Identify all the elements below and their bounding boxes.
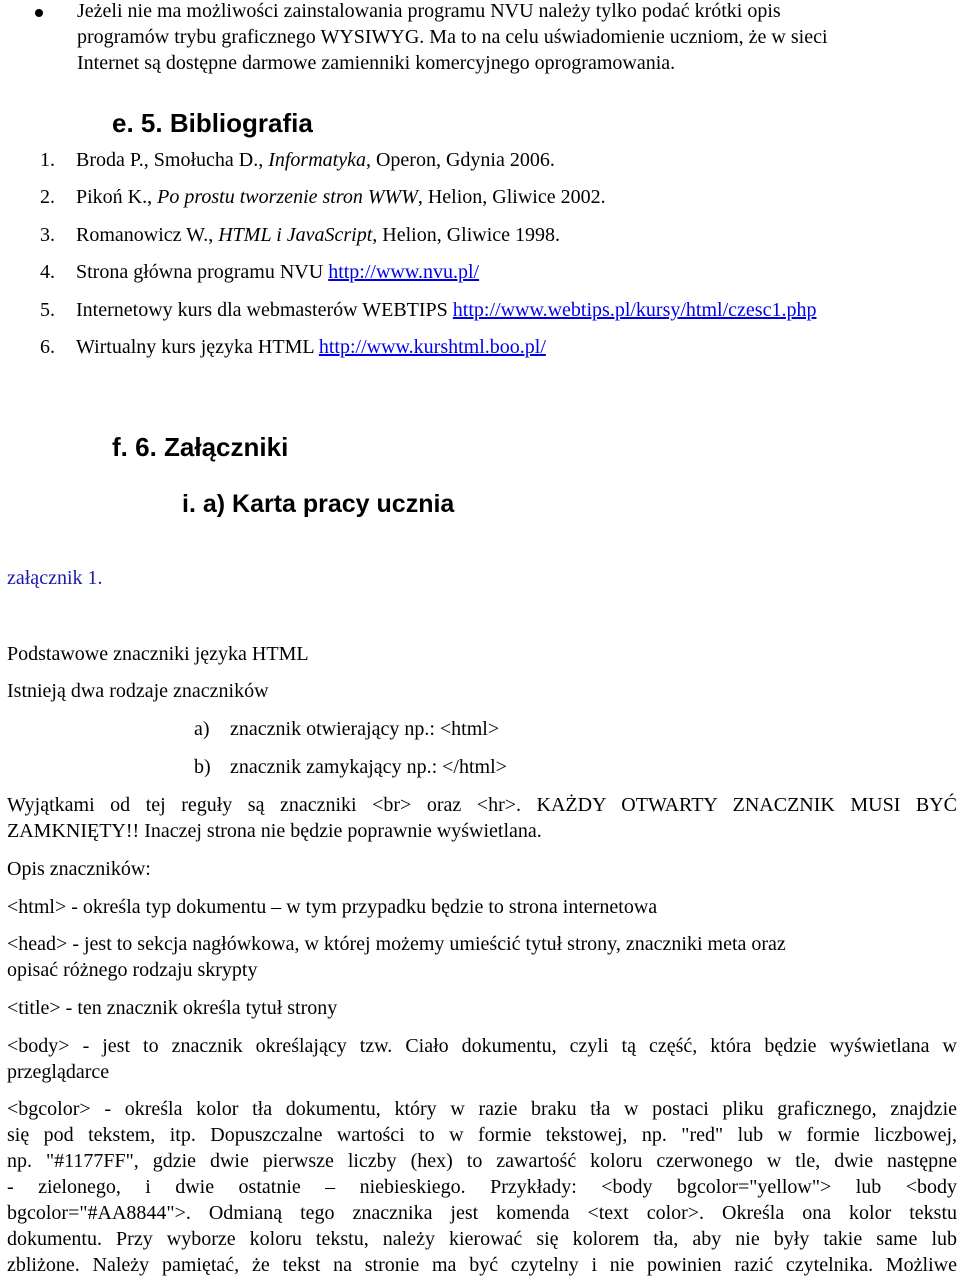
bibliography-text [76,334,546,360]
paragraph-line: - zielonego, i dwie ostatnie – niebieskiego. Przykłady: <body bgcolor="yellow"> lub <body [7,1176,957,1198]
bibliography-author: Pikoń K., [76,186,158,208]
paragraph-line: <bgcolor> - określa kolor tła dokumentu, który w razie braku tła w postaci pliku graficznego, znajdzie [7,1098,957,1120]
paragraph-line: ZAMKNIĘTY!! Inaczej strona nie będzie poprawnie wyświetlana. [7,820,542,842]
bibliography-text [76,222,560,248]
bibliography-number: 6. [40,336,55,358]
section-heading-bibliography: e. 5. Bibliografia [112,108,313,138]
paragraph-line: <head> - jest to sekcja nagłówkowa, w której możemy umieścić tytuł strony, znaczniki meta oraz [7,933,786,955]
paragraph-line: <body> - jest to znacznik określający tzw. Ciało dokumentu, czyli tą część, która będzie wyświetlana w [7,1035,957,1057]
paragraph-line: się pod tekstem, itp. Dopuszczalne wartości to w formie tekstowej, np. "red" lub w formie liczbowej, [7,1124,957,1146]
paragraph-description-title: Opis znaczników: [7,858,151,880]
bibliography-number: 5. [40,299,55,321]
paragraph-line: dokumentu. Przy wyborze koloru tekstu, należy kierować się kolorem tła, aby nie były takie same lub [7,1228,957,1250]
intro-line-1: Jeżeli nie ma możliwości zainstalowania programu NVU należy tylko podać krótki opis [77,0,781,22]
bibliography-link[interactable]: http://www.kurshtml.boo.pl/ [318,336,546,358]
bibliography-author: Romanowicz W., [76,224,219,246]
list-marker: a) [194,718,210,740]
bibliography-link[interactable]: http://www.nvu.pl/ [328,261,480,283]
paragraph-two-types: Istnieją dwa rodzaje znaczników [7,680,269,702]
bibliography-author: Wirtualny kurs języka HTML [76,336,319,358]
list-item-text: znacznik otwierający np.: <html> [230,718,500,740]
paragraph-body-tag [7,1033,957,1085]
bibliography-link[interactable]: http://www.webtips.pl/kursy/html/czesc1.php [452,299,817,321]
paragraph-line: opisać różnego rodzaju skrypty [7,959,258,981]
bibliography-title: HTML i JavaScript [218,224,373,246]
bibliography-publisher: , Helion, Gliwice 2002. [417,186,606,208]
list-item-opening-tag [194,716,500,742]
bibliography-title: Informatyka [268,149,366,171]
bibliography-text [76,259,479,285]
intro-bullet [0,0,960,80]
paragraph-line: przeglądarce [7,1061,110,1083]
list-item-closing-tag [194,754,507,780]
bibliography-number: 4. [40,261,55,283]
attachment-label: załącznik 1. [7,567,103,589]
paragraph-head-tag [7,931,957,983]
paragraph-line: Wyjątkami od tej reguły są znaczniki <br> oraz <hr>. KAŻDY OTWARTY ZNACZNIK MUSI BYĆ [7,794,957,816]
bibliography-number: 2. [40,186,55,208]
section-heading-attachments: f. 6. Załączniki [112,432,289,462]
paragraph-title-tag: <title> - ten znacznik określa tytuł strony [7,997,338,1019]
paragraph-exceptions [7,792,957,844]
bibliography-title: Po prostu tworzenie stron WWW [157,186,418,208]
bibliography-text [76,184,606,210]
intro-line-3: Internet są dostępne darmowe zamienniki komercyjnego oprogramowania. [77,52,676,74]
bibliography-number: 1. [40,149,55,171]
paragraph-html-basics: Podstawowe znaczniki języka HTML [7,643,309,665]
bibliography-author: Internetowy kurs dla webmasterów WEBTIPS [76,299,453,321]
bibliography-text [76,297,816,323]
bibliography-number: 3. [40,224,55,246]
bibliography-publisher: , Operon, Gdynia 2006. [365,149,555,171]
section-heading-worksheet: i. a) Karta pracy ucznia [182,490,455,518]
bibliography-publisher: , Helion, Gliwice 1998. [372,224,561,246]
list-item-text: znacznik zamykający np.: </html> [230,756,507,778]
bibliography-author: Strona główna programu NVU [76,261,329,283]
paragraph-line: bgcolor="#AA8844">. Odmianą tego znacznika jest komenda <text color>. Określa ona kolor tekstu [7,1202,957,1224]
paragraph-line: zbliżone. Należy pamiętać, że tekst na stronie ma być czytelny i nie powinien razić czytelnika. Możliwe [7,1254,957,1276]
bullet-icon [35,9,43,17]
list-marker: b) [194,756,211,778]
bibliography-author: Broda P., Smołucha D., [76,149,269,171]
paragraph-bgcolor-tag [7,1096,957,1278]
paragraph-html-tag: <html> - określa typ dokumentu – w tym przypadku będzie to strona internetowa [7,896,658,918]
paragraph-line: np. "#1177FF", gdzie dwie pierwsze liczby (hex) to zawartość koloru czerwonego w tle, dwie następne [7,1150,957,1172]
intro-line-2: programów trybu graficznego WYSIWYG. Ma to na celu uświadomienie uczniom, że w sieci [77,26,828,48]
bibliography-text [76,147,555,173]
